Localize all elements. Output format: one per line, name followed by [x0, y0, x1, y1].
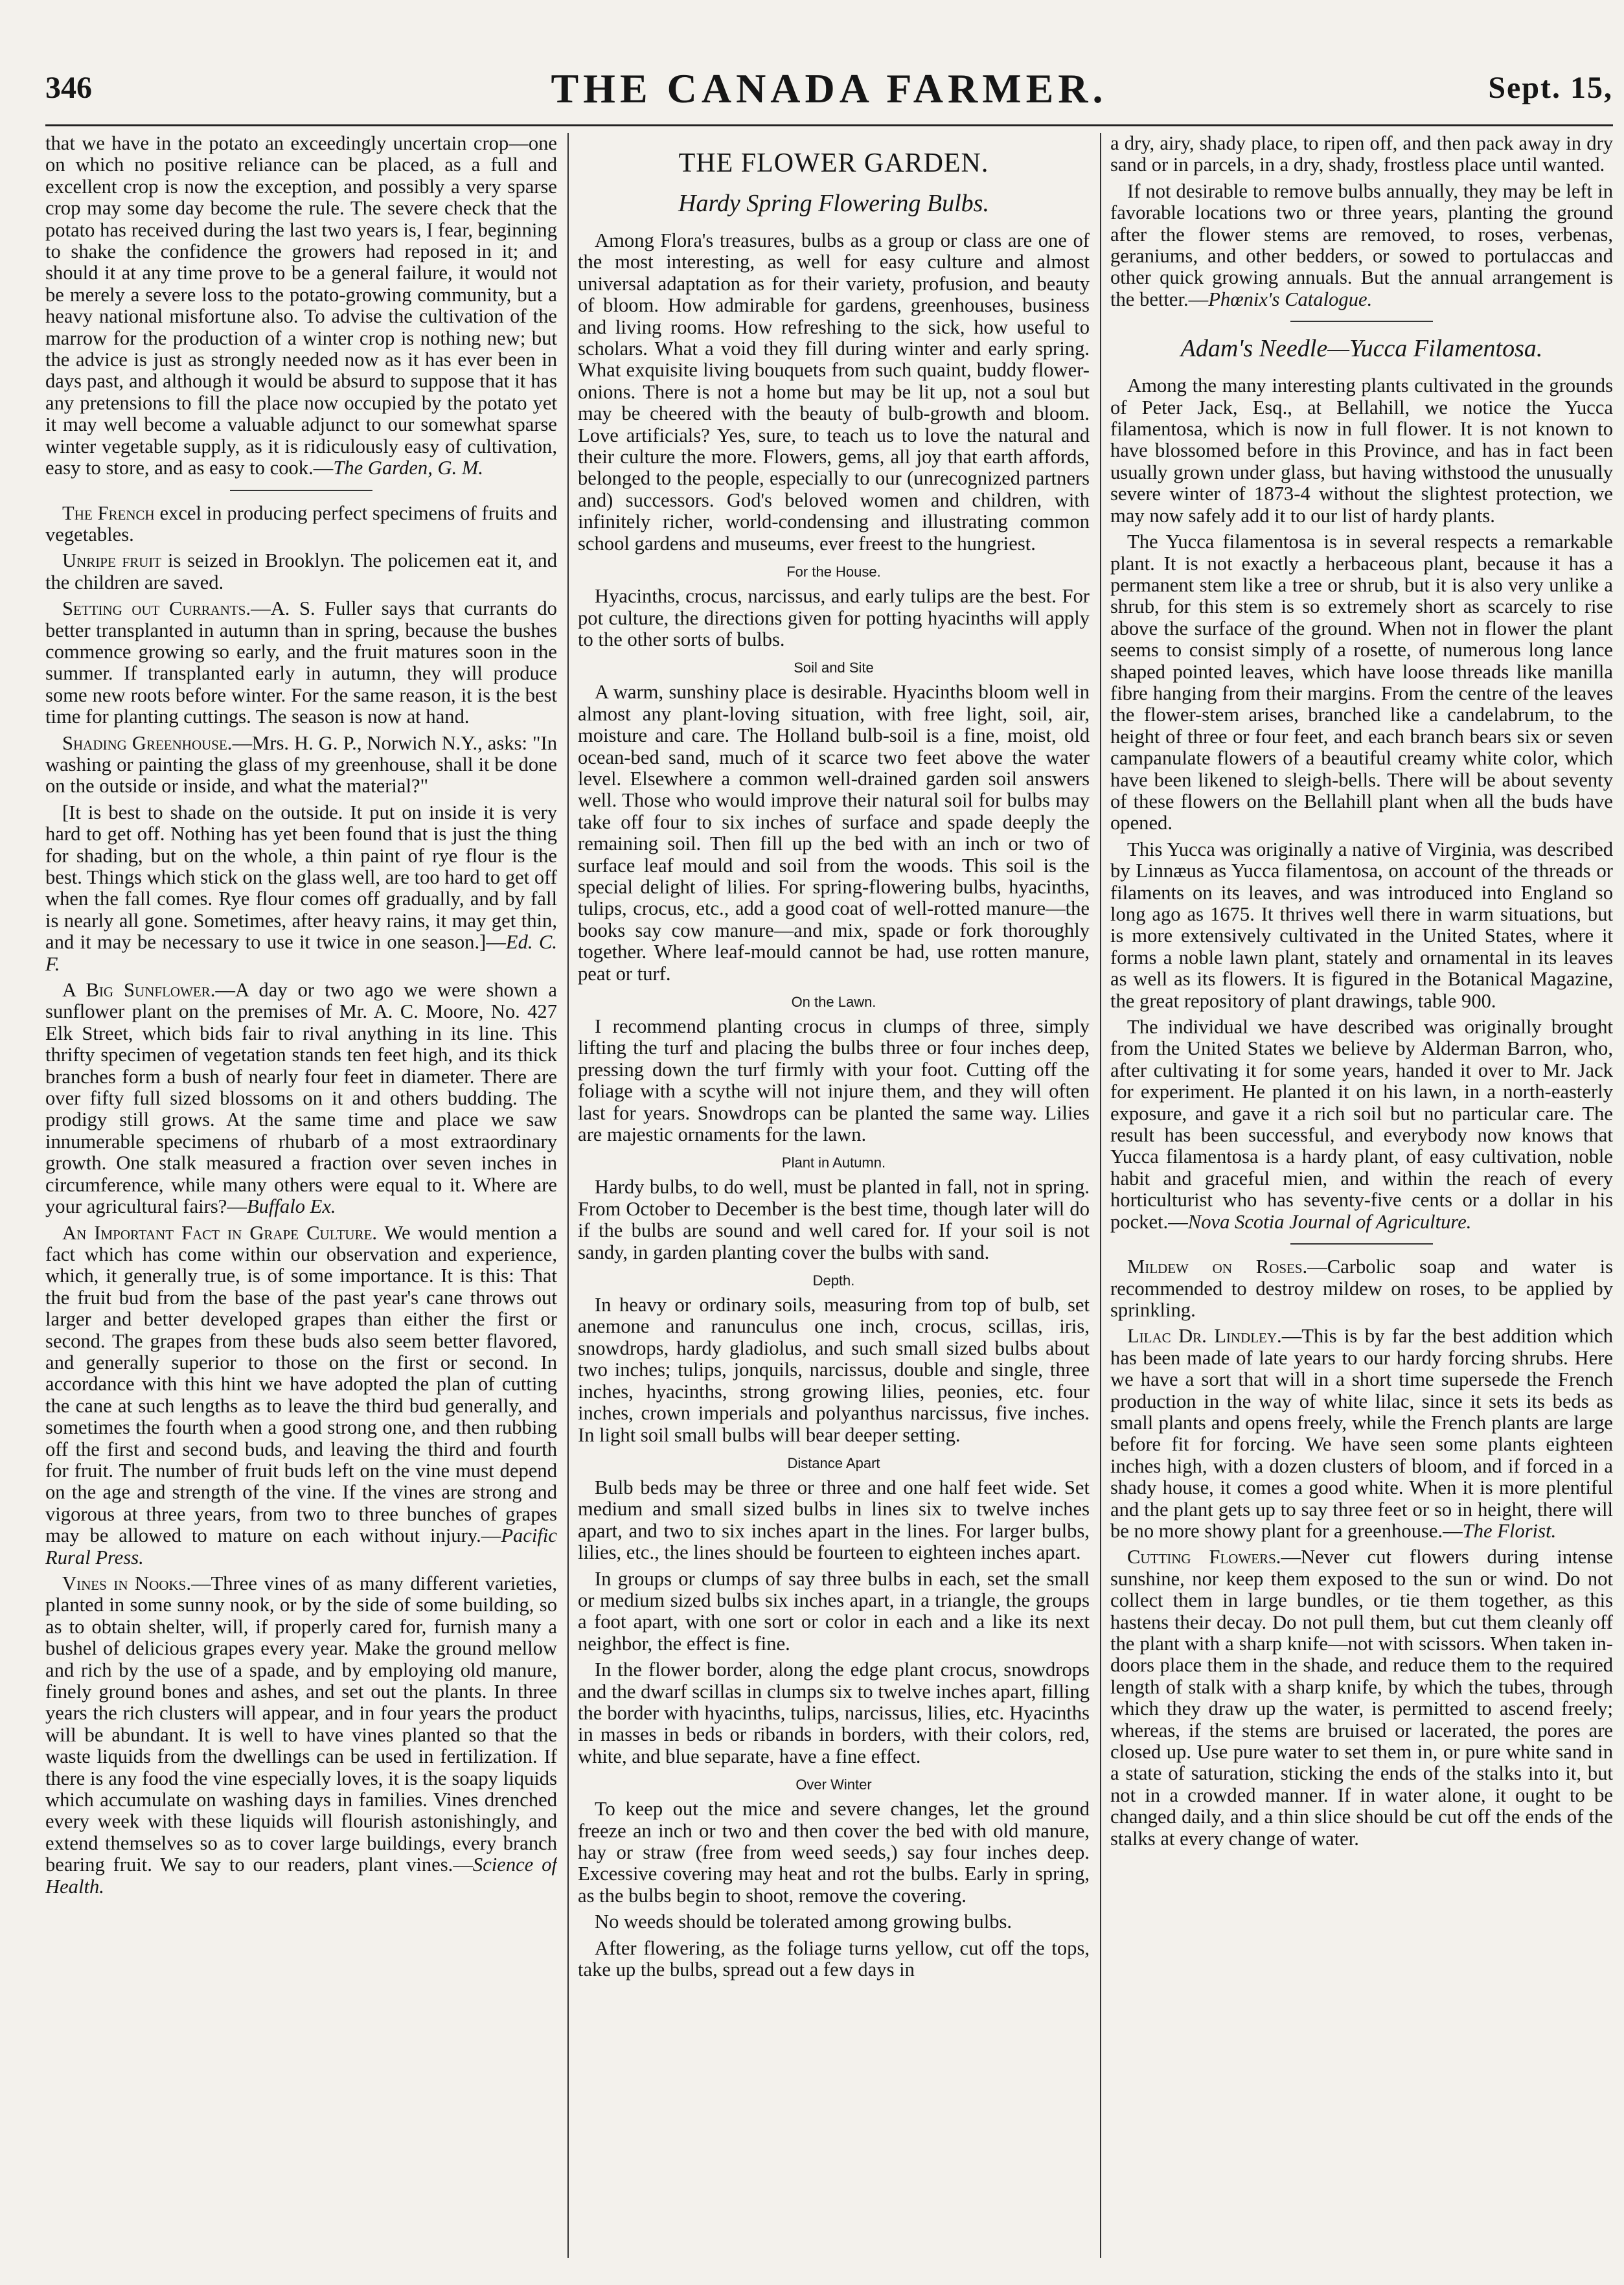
- column-divider: [567, 133, 569, 2258]
- subsection-heading: On the Lawn.: [791, 994, 876, 1010]
- article-currants: Setting out Currants.—A. S. Fuller says that currants do better transplanted in autumn than in spring, because the bushes commence growing so early, and the fruit matures soon in the summer. If transplanted early in autumn, they will produce some new roots before winter. For the same reason, it is the best time for planting cuttings. The season is now at hand.: [45, 597, 557, 728]
- separator-rule: [230, 490, 372, 491]
- separator-rule: [1290, 321, 1433, 322]
- bulbs-groups: In groups or clumps of say three bulbs in each, set the small or medium sized bulbs six inches apart, in a triangle, the groups a foot apart, with one sort or color in each and a like its next neighbor, the effect is fine.: [578, 1567, 1090, 1655]
- yucca-para-2: The Yucca filamentosa is in several respects a remarkable plant. It is not exactly a herbaceous plant, because it has a permanent stem like a tree or shrub, but it is also very unlike a shrub, for this stem is so extremely short as scarcely to rise above the surface of the ground. When not in flower the plant seems to consist simply of a rosette, of numerous long lance shaped pointed leaves, which have loose threads like manilla fibre hanging from their margins. From the centre of the leaves the flower-stem arises, branched like a candelabrum, to the height of three or four feet, and each branch bears six or seven campanulate flowers of a beautiful creamy white color, which have been likened to sleigh-bells. There will be about seventy of these flowers on the Bellahill plant when all the buds have opened.: [1110, 531, 1613, 834]
- article-vines-in-nooks: Vines in Nooks.—Three vines of as many different varieties, planted in some sunny nook, or by the side of some building, so as to obtain shelter, will, if properly cared for, furnish many a bushel of delicious grapes every year. Make the ground mellow and rich by the use of a spade, and by employing old manure, finely ground bones and ashes, and set out the plants. In three years the rich clusters will appear, and in four years the product will be abundant. It is well to have vines planted so that the waste liquids from the dwellings can be used in fertilization. If there is any food the vine especially loves, it is the soapy liquids which accumulate on washing days in families. Vines drenched every week with these liquids will flourish astonishingly, and extend themselves so as to cover large buildings, every branch bearing fruit. We say to our readers, plant vines.—Science of Health.: [45, 1572, 557, 1898]
- masthead-rule: [45, 124, 1613, 126]
- column-2: [578, 133, 1090, 2264]
- subsection-heading: Soil and Site: [794, 660, 874, 676]
- column-3: [1110, 133, 1613, 2264]
- issue-date: Sept. 15,: [1488, 71, 1613, 105]
- bulbs-intro: Among Flora's treasures, bulbs as a group or class are one of the most interesting, as well for easy culture and almost universal adaptation as for their variety, profusion, and beauty of bloom. How admirable for gardens, greenhouses, business and living rooms. How refreshing to the sick, how useful to scholars. What a void they fill during winter and early spring. What exquisite living bouquets from such quaint, buddy flower-onions. There is not a home but may be lit up, not a soul but may be cheered with the beauty of bulb-growth and bloom. Love artificials? Yes, sure, to teach us to love the natural and their culture the more. Flowers, gems, all joy that earth affords, belonged to the people, especially to our (unrecognized partners and) successors. God's beloved women and children, with infinitely richer, world-condensing and illustrating common school gardens and museums, ever freest to the hungriest.: [578, 229, 1090, 555]
- page-number: 346: [45, 71, 92, 105]
- article-lilac: Lilac Dr. Lindley.—This is by far the best addition which has been made of late years to our hardy forcing shrubs. Here we have a sort that will in a short time supersede the French production in the way of white lilac, since it sets its beds as small plants and opens freely, while the French plants are large before fit for forcing. We have seen some plants eighteen inches high, with a dozen clusters of bloom, and if forced in a shady house, it comes a good white. When it is more plentiful and the plant gets up to say three feet or so in height, there will be no more showy plant for a greenhouse.—The Florist.: [1110, 1325, 1613, 1542]
- column-1: [45, 133, 557, 2264]
- bulbs-distance: Bulb beds may be three or three and one half feet wide. Set medium and small sized bulbs in lines six to twelve inches apart, and two to six inches apart in the lines. For larger bulbs, lilies, etc., the lines should be fourteen to eighteen inches apart.: [578, 1476, 1090, 1564]
- separator-rule: [1290, 1243, 1433, 1245]
- article-sunflower: A Big Sunflower.—A day or two ago we were shown a sunflower plant on the premises of Mr. A. C. Moore, No. 427 Elk Street, which bids fair to rival anything in its line. This thrifty specimen of vegetation stands ten feet high, and its thick branches form a bush of nearly four feet in diameter. There are over fifty full sized blossoms on it and others budding. The prodigy still grows. At the same time and place we saw innumerable specimens of rhubarb of a most extraordinary growth. One stalk measured a fraction over seven inches in circumference, while many others were equal to it. Where are your agricultural fairs?—Buffalo Ex.: [45, 979, 557, 1218]
- yucca-para-4: The individual we have described was originally brought from the United States we believe by Alderman Barron, who, after cultivating it for some years, handed it over to Mr. Jack for experiment. He planted it on his lawn, in a north-easterly exposure, and gave it a rich soil but no particular care. The result has been successful, and everybody now knows that Yucca filamentosa is a hardy plant, of easy cultivation, noble habit and graceful mien, and within the reach of every horticulturist who has seventy-five cents or a dollar in his pocket.—Nova Scotia Journal of Agriculture.: [1110, 1016, 1613, 1233]
- article-grape-culture: An Important Fact in Grape Culture. We would mention a fact which has come within our observation and experience, which, it generally true, is of some importance. It is this: That the fruit bud from the base of the past year's cane throws out larger and better developed grapes than either the first or second. The grapes from these buds also seem better flavored, and generally superior to those on the first or second. In accordance with this hint we have adopted the plan of cutting the cane at such lengths as to leave the third bud generally, and sometimes the fourth when a good strong one, and then rubbing off the first and second buds, and leaving the third and fourth for fruit. The number of fruit buds left on the vine must depend on the age and strength of the vine. If the vines are strong and vigorous at three years, from two to three bunches of grapes may be allowed to mature on each without injury.—Pacific Rural Press.: [45, 1221, 557, 1568]
- bulbs-lawn: I recommend planting crocus in clumps of three, simply lifting the turf and placing the bulbs three or four inches deep, pressing down the turf firmly with your foot. Cutting off the foliage with a scythe will not injure them, and they will often last for years. Snowdrops can be planted the same way. Lilies are majestic ornaments for the lawn.: [578, 1015, 1090, 1146]
- subsection-heading: For the House.: [786, 564, 881, 580]
- bulbs-remove: If not desirable to remove bulbs annually, they may be left in favorable locations two or three years, planting the ground after the flower stems are removed, to roses, verbenas, geraniums, and other bedders, or sowed to portulaccas and other quick growing annuals. But the annual arrangement is the better.—Phœnix's Catalogue.: [1110, 179, 1613, 310]
- article-cutting-flowers: Cutting Flowers.—Never cut flowers during intense sunshine, nor keep them exposed to the sun or wind. Do not collect them in large bundles, or tie them together, as this hastens their decay. Do not pull them, but cut them cleanly off the plant with a sharp knife—not with scissors. When taken in-doors place them in the shade, and reduce them to the required length of stalk with a sharp knife, by which the tubes, through which they draw up the water, is permitted to ascend freely; whereas, if the stems are bruised or lacerated, the pores are closed up. Use pure water to set them in, or pure white sand in a state of saturation, sticking the ends of the stalks into it, but not in a crowded manner. If in water alone, it ought to be changed daily, and a thin slice should be cut off the ends of the stalks at every change of water.: [1110, 1546, 1613, 1850]
- masthead: [45, 65, 1613, 117]
- newspaper-title: THE CANADA FARMER.: [551, 65, 1108, 111]
- bulbs-house: Hyacinths, crocus, narcissus, and early tulips are the best. For pot culture, the directions given for potting hyacinths will apply to the other sorts of bulbs.: [578, 585, 1090, 650]
- article-mildew: Mildew on Roses.—Carbolic soap and water is recommended to destroy mildew on roses, to be applied by sprinkling.: [1110, 1256, 1613, 1321]
- bulbs-depth: In heavy or ordinary soils, measuring from top of bulb, set anemone and ranunculus one inch, crocus, scillas, iris, snowdrops, hardy gladiolus, and such small sized bulbs about two inches; tulips, jonquils, narcissus, double and single, three inches, hyacinths, strong growing lilies, peonies, etc. four inches, crown imperials and polyanthus narcissus, five inches. In light soil small bulbs will bear deeper setting.: [578, 1294, 1090, 1446]
- bulbs-after-flowering: After flowering, as the foliage turns yellow, cut off the tops, take up the bulbs, spread out a few days in: [578, 1936, 1090, 1981]
- yucca-para-3: This Yucca was originally a native of Virginia, was described by Linnæus as Yucca filamentosa, on account of the threads or filaments on its leaves, and was introduced into England so long ago as 1675. It thrives well there in warm situations, but is more extensively cultivated in the United States, where it forms a noble lawn plant, stately and ornamental in its leaves as well as its flowers. It is figured in the Botanical Magazine, the great repository of plant drawings, table 900.: [1110, 838, 1613, 1012]
- bulbs-continued: a dry, airy, shady place, to ripen off, and then pack away in dry sand or in parcels, in a dry, shady, frostless place until wanted.: [1110, 133, 1613, 176]
- bulbs-autumn: Hardy bulbs, to do well, must be planted in fall, not in spring. From October to December is the best time, though later will do if the bulbs are sound and well cared for. If your soil is not sandy, in garden planting cover the bulbs with sand.: [578, 1176, 1090, 1263]
- column-divider: [1100, 133, 1101, 2258]
- bulbs-weeds: No weeds should be tolerated among growing bulbs.: [595, 1911, 1012, 1933]
- bulbs-winter: To keep out the mice and severe changes, let the ground freeze an inch or two and then cover the bed with old manure, hay or straw (free from weed seeds,) say four inches deep. Excessive covering may heat and rot the bulbs. Early in spring, as the bulbs begin to shoot, remove the covering.: [578, 1798, 1090, 1907]
- subsection-heading: Distance Apart: [787, 1454, 880, 1471]
- yucca-para-1: Among the many interesting plants cultivated in the grounds of Peter Jack, Esq., at Bellahill, we notice the Yucca filamentosa, which is now in full flower. It is not known to have blossomed before in this Province, and has in fact been usually grown under glass, but having withstood the unusually severe winter of 1873-4 without the slightest protection, we may now safely add it to our list of hardy plants.: [1110, 374, 1613, 527]
- article-heading: Hardy Spring Flowering Bulbs.: [678, 190, 989, 217]
- bulbs-soil: A warm, sunshiny place is desirable. Hyacinths bloom well in almost any plant-loving situation, with free light, soil, air, moisture and care. The Holland bulb-soil is a fine, moist, old ocean-bed sand, much of it scarce two feet above the water level. Elsewhere a common well-drained garden soil answers well. Those who would improve their natural soil for bulbs may take off four to six inches of surface and spade deeply the remaining soil. Then fill up the bed with an inch or two of surface leaf mould and soil from the woods. This soil is the special delight of lilies. For spring-flowering bulbs, hyacinths, tulips, crocus, etc., add a good coat of well-rotted manure—the books say cow manure—and mix, spade or fork thoroughly together. Where leaf-mould cannot be had, use rotten manure, peat or turf.: [578, 681, 1090, 985]
- article-potato: that we have in the potato an exceedingly uncertain crop—one on which no positive reliance can be placed, as a full and excellent crop is now the exception, and possibly a very sparse crop may some day become the rule. The severe check that the potato has received during the last two years is, I fear, beginning to shake the confidence the growers had reposed in it; and should it at any time prove to be a general failure, it would not be merely a severe loss to the potato-growing community, but a heavy national misfortune also. To advise the cultivation of the marrow for the production of a winter crop is nothing new; but the advice is just as strongly needed now as it has ever been in days past, and although it would be absurd to suppose that it has any pretensions to fill the place now occupied by the potato yet it may well become a valuable adjunct to our somewhat sparse winter vegetable supply, as it is ridiculously easy of cultivation, easy to store, and as easy to cook.—The Garden, G. M.: [45, 133, 557, 479]
- article-shading: Shading Greenhouse.—Mrs. H. G. P., Norwich N.Y., asks: "In washing or painting the glass of my greenhouse, shall it be done on the outside or inside, and what the material?": [45, 731, 557, 798]
- subsection-heading: Plant in Autumn.: [781, 1154, 886, 1171]
- section-heading: THE FLOWER GARDEN.: [678, 148, 989, 178]
- article-source: The Garden, G. M.: [333, 457, 484, 479]
- article-french: The French excel in producing perfect specimens of fruits and vegetables.: [45, 501, 557, 545]
- article-unripe-fruit: Unripe fruit is seized in Brooklyn. The policemen eat it, and the children are saved.: [45, 549, 557, 593]
- subsection-heading: Over Winter: [795, 1776, 872, 1793]
- article-shading-answer: [It is best to shade on the outside. It put on inside it is very hard to get off. Nothing has yet been found that is just the thing for shading, but on the whole, a thin paint of rye flour is the best. Things which stick on the glass well, are too hard to get off when the fall comes. Rye flour comes off gradually, and by fall is nearly all gone. Sometimes, after heavy rains, it may get thin, and it may be necessary to use it twice in one season.]—Ed. C. F.: [45, 801, 557, 975]
- subsection-heading: Depth.: [812, 1272, 855, 1289]
- bulbs-border: In the flower border, along the edge plant crocus, snowdrops and the dwarf scillas in clumps six to twelve inches apart, filling the border with hyacinths, tulips, narcissus, lilies, etc. Hyacinths in masses in beds or ribands in borders, with their colors, red, white, and blue separate, have a fine effect.: [578, 1659, 1090, 1767]
- article-heading: Adam's Needle—Yucca Filamentosa.: [1180, 335, 1543, 363]
